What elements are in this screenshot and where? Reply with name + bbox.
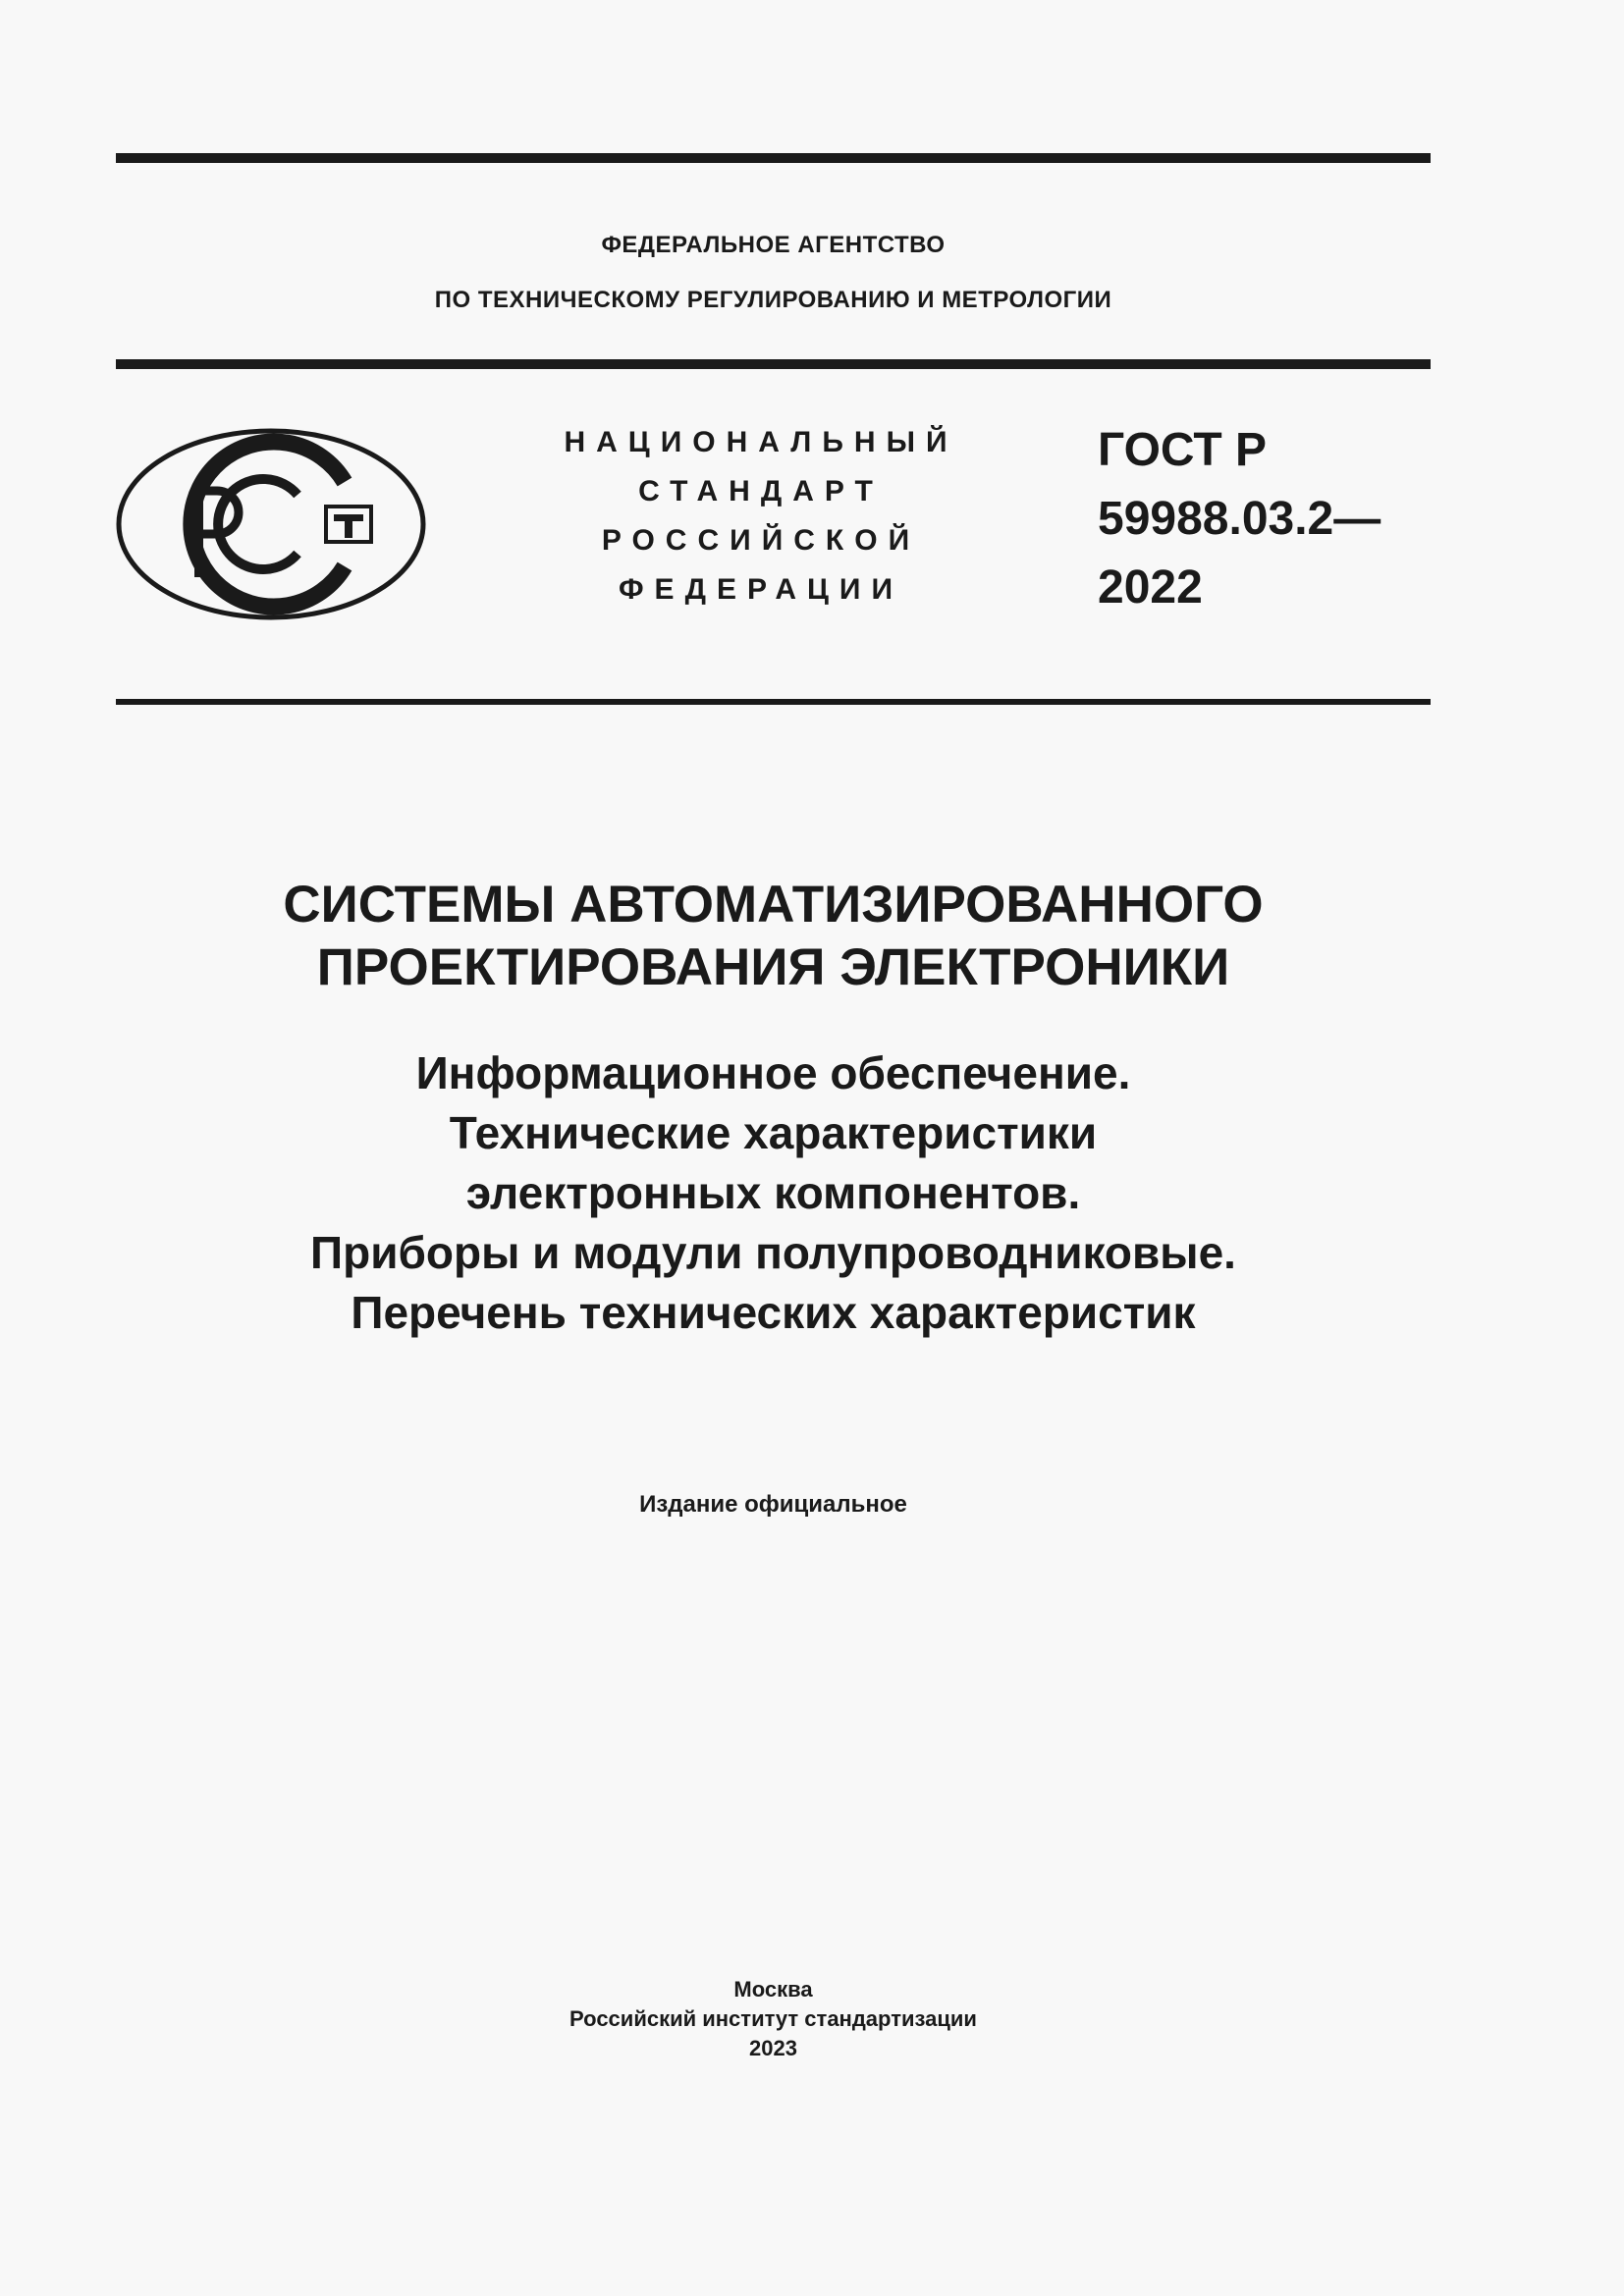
document-title bbox=[116, 874, 1431, 999]
subtitle-line-4: Приборы и модули полупроводниковые. bbox=[310, 1227, 1236, 1278]
designation-line-2: 59988.03.2— bbox=[1098, 493, 1381, 545]
imprint-year: 2023 bbox=[749, 2036, 797, 2060]
imprint-city: Москва bbox=[733, 1977, 813, 2002]
top-rule bbox=[116, 153, 1431, 163]
national-line-3: РОССИЙСКОЙ bbox=[601, 524, 921, 557]
rst-mark-icon bbox=[116, 428, 426, 620]
agency-header bbox=[116, 218, 1431, 328]
national-line-4: ФЕДЕРАЦИИ bbox=[618, 573, 904, 606]
national-standard-label bbox=[538, 418, 984, 614]
imprint-publisher: Российский институт стандартизации bbox=[569, 2006, 977, 2031]
agency-line-2: ПО ТЕХНИЧЕСКОМУ РЕГУЛИРОВАНИЮ И МЕТРОЛОГИИ bbox=[434, 287, 1112, 313]
subtitle-line-1: Информационное обеспечение. bbox=[415, 1047, 1131, 1098]
imprint bbox=[116, 1975, 1431, 2063]
agency-line-1: ФЕДЕРАЛЬНОЕ АГЕНТСТВО bbox=[601, 232, 946, 258]
subtitle-line-5: Перечень технических характеристик bbox=[351, 1287, 1196, 1338]
document-subtitle bbox=[116, 1043, 1431, 1343]
header-bottom-rule bbox=[116, 699, 1431, 705]
designation-line-1: ГОСТ Р bbox=[1098, 424, 1268, 476]
edition-note: Издание официальное bbox=[639, 1491, 907, 1518]
designation-line-3: 2022 bbox=[1098, 561, 1203, 614]
subtitle-line-2: Технические характеристики bbox=[449, 1107, 1098, 1158]
header-rule bbox=[116, 359, 1431, 369]
national-line-1: НАЦИОНАЛЬНЫЙ bbox=[564, 426, 958, 458]
national-line-2: СТАНДАРТ bbox=[638, 475, 884, 507]
standard-designation bbox=[1098, 416, 1432, 622]
subtitle-line-3: электронных компонентов. bbox=[465, 1167, 1081, 1218]
title-line-1: СИСТЕМЫ АВТОМАТИЗИРОВАННОГО bbox=[283, 876, 1264, 934]
title-line-2: ПРОЕКТИРОВАНИЯ ЭЛЕКТРОНИКИ bbox=[316, 938, 1230, 996]
